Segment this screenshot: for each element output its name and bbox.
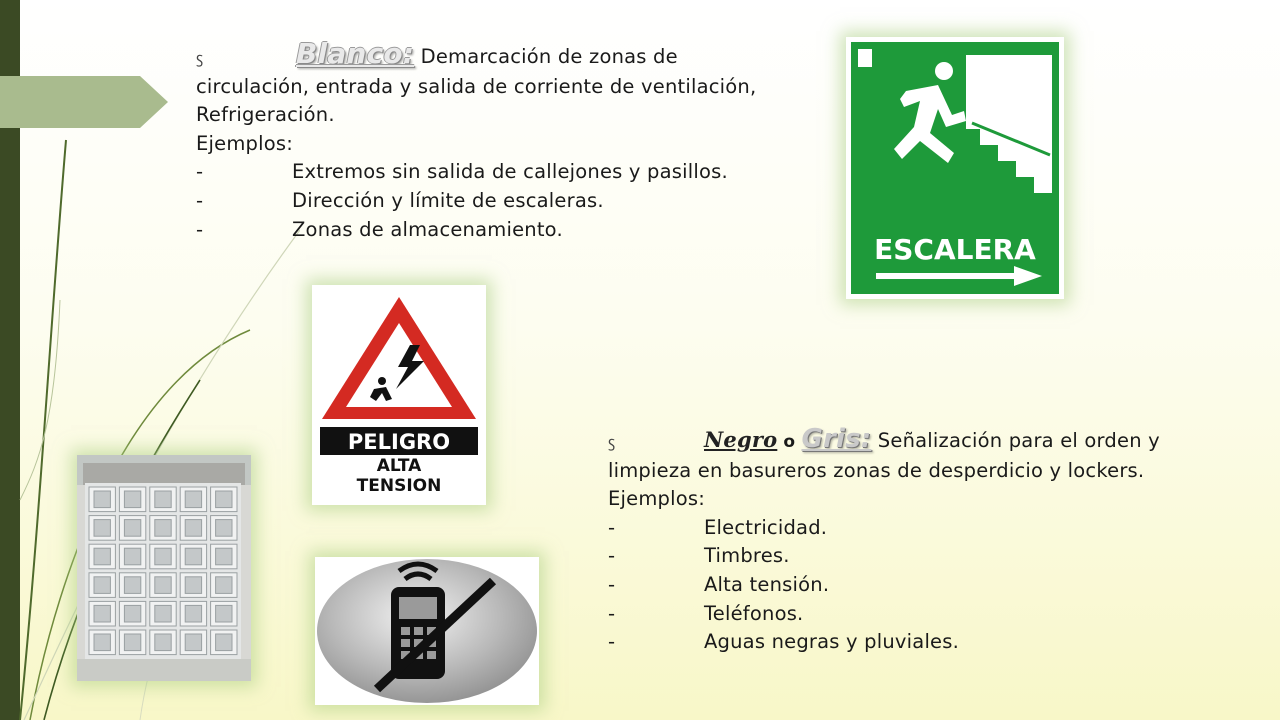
locker-vent [216, 634, 232, 651]
white-examples-label: Ejemplos: [196, 131, 293, 155]
list-item: - Aguas negras y pluviales. [608, 630, 960, 654]
lockers-photo [77, 455, 251, 681]
locker-vent [94, 577, 110, 594]
danger-high-voltage-sign [312, 285, 486, 505]
black-keyword: Negro [704, 427, 778, 452]
locker-vent [94, 520, 110, 537]
black-description: Señalización para el orden y limpieza en basureros zonas de desperdicio y lockers. [608, 429, 1160, 482]
locker-vent [185, 577, 201, 594]
list-item: - Extremos sin salida de callejones y pasillos. [196, 160, 728, 184]
no-phone-sign [315, 557, 539, 705]
certification-mark-icon [858, 49, 872, 67]
locker-vent [94, 634, 110, 651]
locker-vent [124, 577, 140, 594]
black-gray-color-section [608, 425, 1248, 657]
list-item: - Teléfonos. [608, 601, 804, 625]
gray-keyword: Gris: [801, 424, 872, 454]
list-item: - Zonas de almacenamiento. [196, 217, 563, 241]
locker-vent [216, 548, 232, 565]
white-description: Demarcación de zonas de circulación, entrada y salida de corriente de ventilación, Refrigeración. [196, 45, 757, 127]
tension-label: TENSION [356, 476, 442, 496]
locker-vent [216, 491, 232, 508]
conjunction-text: o [777, 432, 802, 452]
locker-vent [185, 548, 201, 565]
stairs-exit-sign [846, 37, 1064, 299]
white-keyword: Blanco: [296, 37, 415, 70]
locker-vent [124, 634, 140, 651]
locker-vent [124, 520, 140, 537]
locker-vent [94, 491, 110, 508]
locker-vent [216, 577, 232, 594]
locker-vent [124, 548, 140, 565]
black-heading [608, 425, 1248, 485]
locker-vent [216, 605, 232, 622]
locker-vent [155, 520, 171, 537]
locker-vent [94, 548, 110, 565]
escalera-label: ESCALERA [874, 233, 1036, 266]
locker-vent [124, 605, 140, 622]
locker-vent [155, 491, 171, 508]
locker-vent [216, 520, 232, 537]
alta-label: ALTA [376, 456, 422, 476]
list-item: - Dirección y límite de escaleras. [196, 188, 604, 212]
locker-vent [124, 491, 140, 508]
list-item: - Timbres. [608, 544, 790, 568]
bullet-icon: ꚃ [196, 49, 204, 67]
locker-vent [185, 520, 201, 537]
locker-vent [155, 605, 171, 622]
bullet-icon: ꚃ [608, 433, 616, 451]
list-item: - Electricidad. [608, 515, 828, 539]
locker-vent [155, 577, 171, 594]
locker-vent [185, 634, 201, 651]
locker-vent [155, 634, 171, 651]
white-color-section [196, 37, 796, 244]
arrow-tab [0, 76, 168, 128]
black-examples-label: Ejemplos: [608, 487, 705, 511]
locker-vent [185, 605, 201, 622]
white-heading [196, 37, 796, 130]
locker-vent [155, 548, 171, 565]
peligro-label: PELIGRO [347, 430, 451, 454]
list-item: - Alta tensión. [608, 572, 830, 596]
locker-vent [185, 491, 201, 508]
locker-vent [94, 605, 110, 622]
